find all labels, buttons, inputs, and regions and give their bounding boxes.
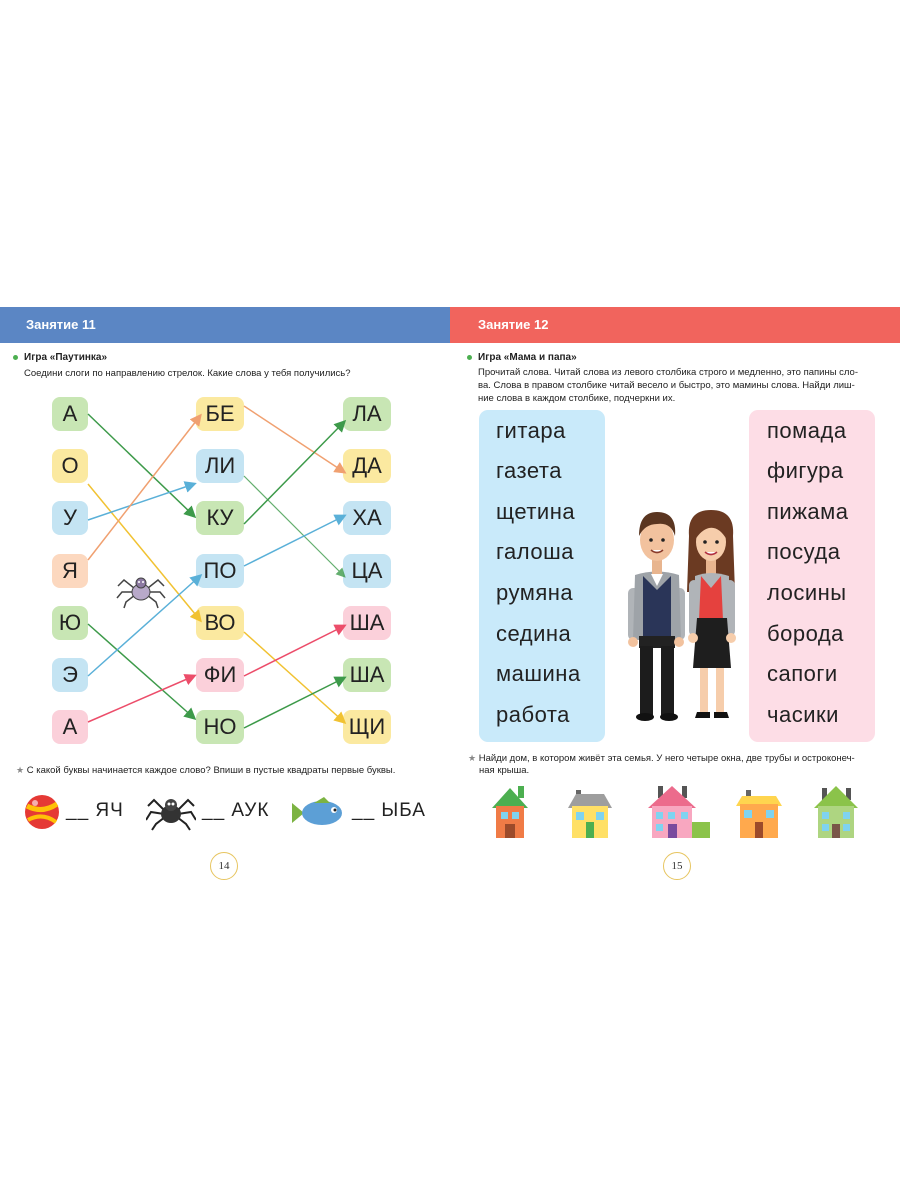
instruction-line: ва. Слова в правом столбике читай весело и быстро, это мамины слова. Найди лиш- <box>478 380 855 391</box>
syllable-col3-2[interactable]: ДА <box>343 449 391 483</box>
papa-word[interactable]: галоша <box>496 539 574 564</box>
fill-word-myach[interactable]: __ ЯЧ <box>66 800 124 821</box>
instruction-line: Прочитай слова. Читай слова из левого столбика строго и медленно, это папины сло- <box>478 367 859 378</box>
papa-word[interactable]: румяна <box>496 580 574 605</box>
mama-papa-instruction <box>478 366 858 405</box>
arrow-fi-sha <box>244 626 344 676</box>
lesson-11-title: Занятие 11 <box>26 317 96 332</box>
arrow-vo-shchi <box>244 632 344 722</box>
syllable-col3-4[interactable]: ЦА <box>343 554 391 588</box>
syllable-col2-5[interactable]: ВО <box>196 606 244 640</box>
mama-word[interactable]: фигура <box>767 458 844 483</box>
papa-word[interactable]: работа <box>496 702 570 727</box>
papa-word[interactable]: машина <box>496 661 581 686</box>
mama-word[interactable]: пижама <box>767 499 849 524</box>
mama-word[interactable]: сапоги <box>767 661 838 686</box>
fill-word-ryba[interactable]: __ ЫБА <box>352 800 426 821</box>
game-title-mama-papa: Игра «Мама и папа» <box>478 352 577 363</box>
syllable-col1-5[interactable]: Ю <box>52 606 88 640</box>
lesson-12-title: Занятие 12 <box>478 317 549 332</box>
first-letter-text: С какой буквы начинается каждое слово? Впиши в пустые квадраты первые буквы. <box>26 765 396 776</box>
syllable-col1-4[interactable]: Я <box>52 554 88 588</box>
page-number-left: 14 <box>210 852 238 880</box>
syllable-col2-3[interactable]: КУ <box>196 501 244 535</box>
first-letter-task <box>16 764 395 777</box>
arrow-a-ku <box>88 414 194 516</box>
mama-word[interactable]: лосины <box>767 580 847 605</box>
instruction-line: ние слова в каждом столбике, подчеркни их. <box>478 393 676 404</box>
syllable-col2-2[interactable]: ЛИ <box>196 449 244 483</box>
syllable-col3-7[interactable]: ЩИ <box>343 710 391 744</box>
arrow-po-ha <box>244 516 344 566</box>
ball-icon <box>22 792 62 832</box>
fish-icon <box>290 795 346 831</box>
syllable-col2-4[interactable]: ПО <box>196 554 244 588</box>
parents-illustration <box>615 500 755 730</box>
find-house-line-2: ная крыша. <box>479 765 530 776</box>
syllable-col3-6[interactable]: ША <box>343 658 391 692</box>
mama-word[interactable]: часики <box>767 702 839 727</box>
houses-row <box>490 782 890 842</box>
bullet-icon <box>467 355 472 360</box>
syllable-col2-6[interactable]: ФИ <box>196 658 244 692</box>
papa-word[interactable]: седина <box>496 621 572 646</box>
syllable-col1-7[interactable]: А <box>52 710 88 744</box>
arrow-yu-no <box>88 624 194 718</box>
syllable-col1-6[interactable]: Э <box>52 658 88 692</box>
game-title-web: Игра «Паутинка» <box>24 352 108 363</box>
syllable-col2-1[interactable]: БЕ <box>196 397 244 431</box>
find-house-line-1: Найди дом, в котором живёт эта семья. У него четыре окна, две трубы и остроконеч- <box>478 753 855 764</box>
house-3-icon <box>648 786 710 838</box>
house-5-icon <box>814 786 858 838</box>
find-house-task <box>468 752 855 777</box>
mama-word[interactable]: помада <box>767 418 847 443</box>
lesson-11-header <box>0 307 450 343</box>
page-number-right: 15 <box>663 852 691 880</box>
syllable-col3-3[interactable]: ХА <box>343 501 391 535</box>
spider-picture-icon <box>146 792 196 832</box>
papa-word[interactable]: щетина <box>496 499 576 524</box>
mama-word[interactable]: посуда <box>767 539 841 564</box>
arrow-no-sha <box>244 678 344 728</box>
arrow-u-li <box>88 484 194 520</box>
arrow-be-da <box>244 406 344 472</box>
right-page <box>450 0 900 1200</box>
mama-word[interactable]: борода <box>767 621 844 646</box>
syllable-col2-7[interactable]: НО <box>196 710 244 744</box>
house-4-icon <box>736 790 782 838</box>
arrow-a-fi <box>88 676 194 722</box>
mother-figure <box>687 510 736 718</box>
syllable-col1-2[interactable]: О <box>52 449 88 483</box>
syllable-col3-5[interactable]: ША <box>343 606 391 640</box>
web-instruction: Соедини слоги по направлению стрелок. Какие слова у тебя получились? <box>24 368 351 379</box>
arrow-li-tsa <box>244 476 344 576</box>
house-2-icon <box>568 790 612 838</box>
star-icon: ★ <box>16 765 25 775</box>
papa-word[interactable]: газета <box>496 458 562 483</box>
syllable-col1-3[interactable]: У <box>52 501 88 535</box>
papa-word[interactable]: гитара <box>496 418 566 443</box>
fill-word-pauk[interactable]: __ АУК <box>202 800 270 821</box>
star-icon: ★ <box>468 753 477 763</box>
bullet-icon <box>13 355 18 360</box>
arrow-ku-la <box>244 422 344 524</box>
spider-icon <box>116 570 166 610</box>
papa-words-column <box>479 410 605 742</box>
syllable-col3-1[interactable]: ЛА <box>343 397 391 431</box>
lesson-12-header <box>450 307 900 343</box>
house-1-icon <box>492 786 528 838</box>
mama-words-column <box>749 410 875 742</box>
syllable-col1-1[interactable]: А <box>52 397 88 431</box>
father-figure <box>628 512 685 721</box>
